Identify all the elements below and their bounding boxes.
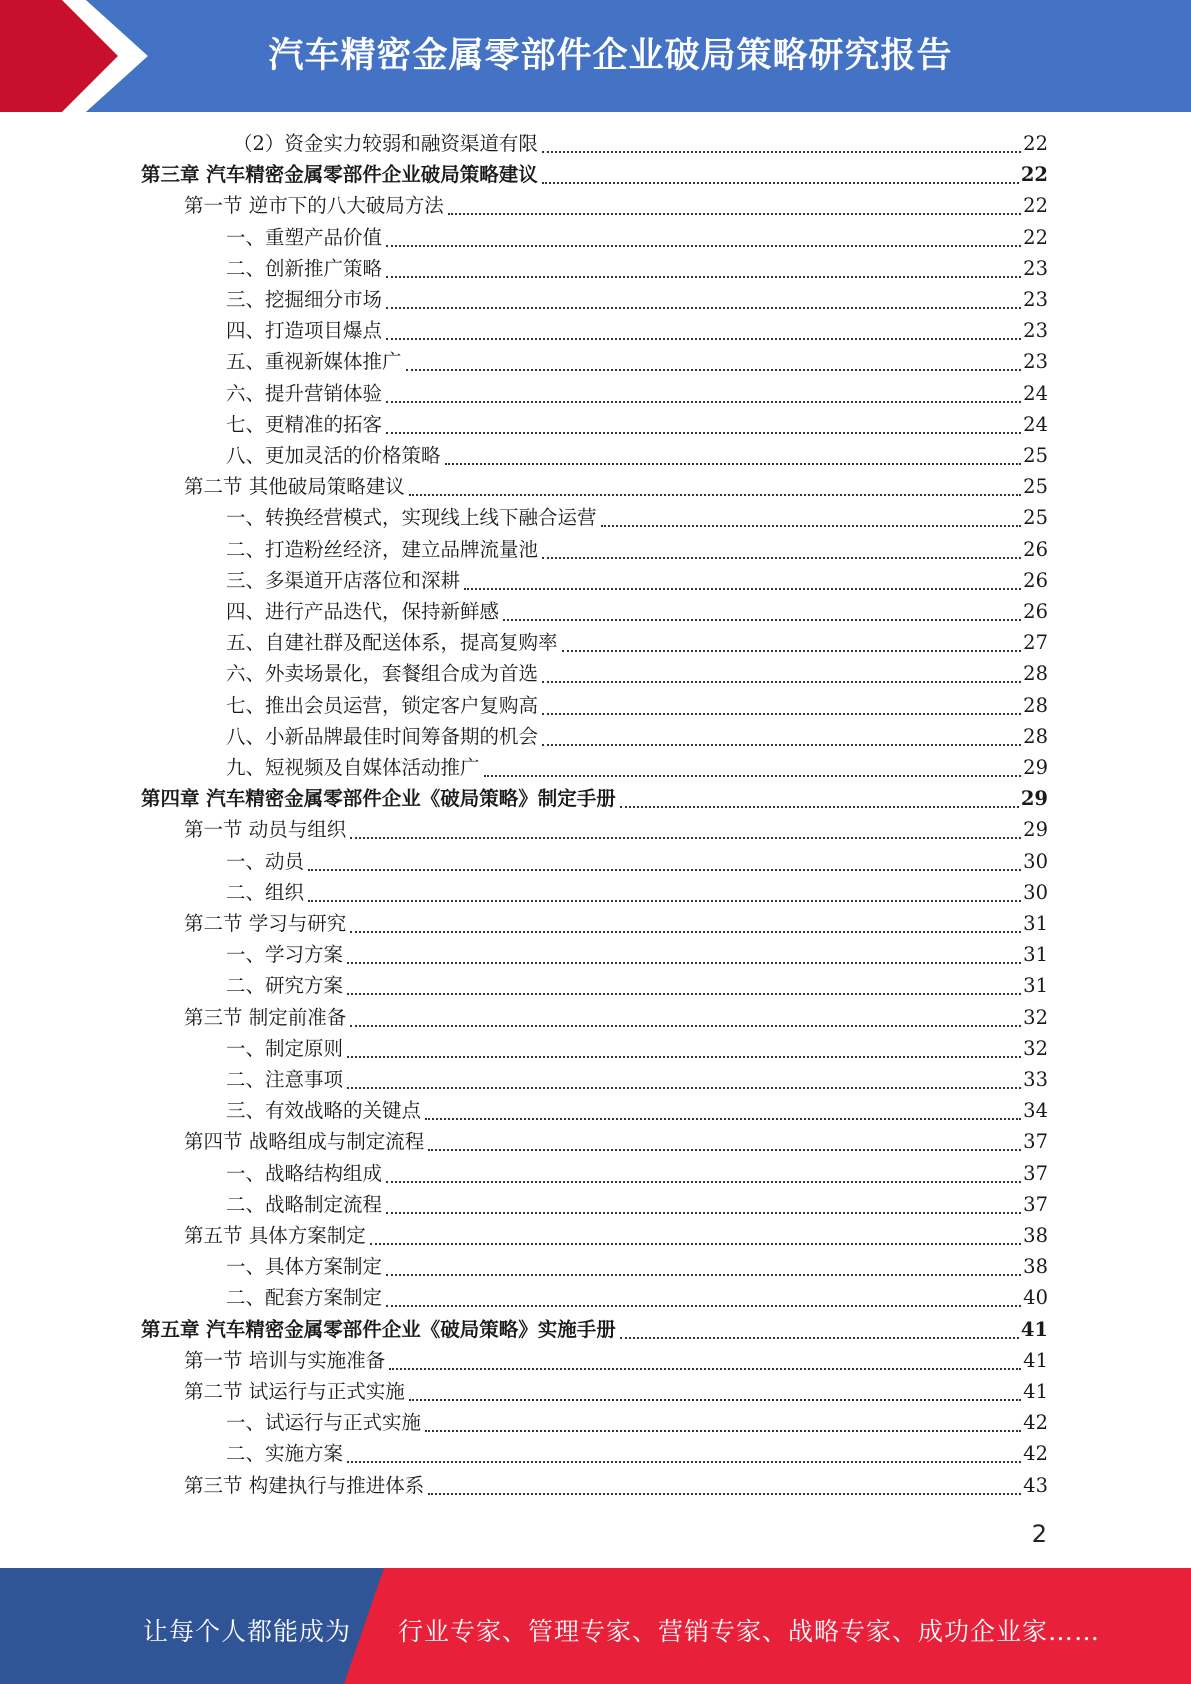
toc-entry-page: 29 — [1020, 787, 1048, 811]
toc-entry-page: 24 — [1023, 381, 1048, 405]
toc-entry-title: 二、创新推广策略 — [226, 256, 383, 280]
toc-entry-title: 八、小新品牌最佳时间筹备期的机会 — [226, 724, 539, 748]
toc-subsection-entry[interactable] — [226, 315, 1048, 346]
toc-entry-page: 31 — [1023, 943, 1048, 967]
toc-dot-leader — [347, 992, 1021, 995]
toc-entry-title: 第二节 学习与研究 — [184, 912, 347, 935]
toc-entry-page: 32 — [1023, 1005, 1048, 1029]
toc-dot-leader — [386, 1273, 1021, 1276]
toc-subsection-entry[interactable] — [226, 939, 1048, 970]
toc-chapter-entry[interactable] — [141, 1314, 1048, 1345]
footer-slogan-left: 让每个人都能成为 — [143, 1617, 352, 1646]
toc-dot-leader — [503, 618, 1021, 621]
toc-entry-title: 一、动员 — [226, 849, 305, 873]
toc-subsection-entry[interactable] — [226, 346, 1048, 377]
toc-entry-page: 25 — [1023, 475, 1048, 499]
toc-entry-title: 一、试运行与正式实施 — [226, 1411, 422, 1435]
toc-subsection-entry[interactable] — [226, 1438, 1048, 1469]
toc-section-entry[interactable] — [184, 1002, 1048, 1033]
toc-entry-title: 二、研究方案 — [226, 974, 344, 998]
toc-entry-title: 八、更加灵活的价格策略 — [226, 444, 441, 467]
toc-dot-leader — [409, 493, 1021, 496]
page-footer — [0, 1568, 1191, 1684]
toc-entry-page: 40 — [1023, 1286, 1048, 1310]
toc-entry-title: 一、学习方案 — [226, 943, 344, 967]
toc-entry-page: 29 — [1023, 818, 1048, 842]
toc-subsection-entry[interactable] — [226, 253, 1048, 284]
toc-entry-page: 32 — [1023, 1036, 1048, 1060]
toc-entry-page: 31 — [1023, 912, 1048, 935]
toc-dot-leader — [448, 212, 1021, 215]
toc-entry-title: 第二节 试运行与正式实施 — [184, 1380, 405, 1403]
toc-entry-page: 26 — [1023, 568, 1048, 592]
toc-subsection-entry[interactable] — [226, 502, 1048, 533]
toc-subsection-entry[interactable] — [226, 534, 1048, 565]
toc-subsection-entry[interactable] — [226, 1064, 1048, 1095]
page-number: 2 — [1031, 1520, 1047, 1548]
toc-entry-title: 第四章 汽车精密金属零部件企业《破局策略》制定手册 — [141, 787, 616, 811]
toc-entry-title: 二、注意事项 — [226, 1068, 344, 1091]
toc-section-entry[interactable] — [184, 908, 1048, 939]
toc-entry-title: 四、进行产品迭代，保持新鲜感 — [226, 600, 500, 623]
toc-entry-page: 22 — [1023, 225, 1048, 249]
toc-dot-leader — [386, 431, 1021, 434]
toc-entry-title: 第二节 其他破局策略建议 — [184, 475, 405, 499]
toc-dot-leader — [389, 1367, 1021, 1370]
toc-entry-title: 三、多渠道开店落位和深耕 — [226, 568, 461, 592]
toc-entry-page: 23 — [1023, 350, 1048, 374]
toc-entry-page: 41 — [1023, 1380, 1048, 1403]
toc-dot-leader — [428, 1148, 1021, 1151]
toc-entry-title: 一、具体方案制定 — [226, 1255, 383, 1279]
toc-dot-leader — [406, 368, 1022, 371]
toc-subsection-entry[interactable] — [226, 877, 1048, 908]
toc-entry-page: 28 — [1023, 724, 1048, 748]
toc-entry-page: 22 — [1023, 132, 1048, 155]
toc-dot-leader — [484, 774, 1022, 777]
toc-entry-title: 七、推出会员运营，锁定客户复购高 — [226, 693, 539, 717]
toc-entry-title: 六、外卖场景化，套餐组合成为首选 — [226, 662, 539, 686]
toc-dot-leader — [347, 1086, 1021, 1089]
toc-entry-title: 二、打造粉丝经济，建立品牌流量池 — [226, 537, 539, 561]
toc-section-entry[interactable] — [184, 1470, 1048, 1501]
toc-entry-page: 33 — [1023, 1068, 1048, 1091]
toc-subsection-entry[interactable] — [226, 1033, 1048, 1064]
toc-dot-leader — [386, 275, 1021, 278]
toc-entry-title: 第三节 构建执行与推进体系 — [184, 1473, 425, 1497]
toc-subsection-entry[interactable] — [226, 565, 1048, 596]
toc-subsection-entry[interactable] — [226, 627, 1048, 658]
toc-entry-page: 31 — [1023, 974, 1048, 998]
toc-dot-leader — [347, 1460, 1021, 1463]
toc-entry-title: 二、配套方案制定 — [226, 1286, 383, 1310]
toc-dot-leader — [350, 930, 1021, 933]
toc-entry-title: （2）资金实力较弱和融资渠道有限 — [233, 132, 538, 155]
toc-entry-title: 二、战略制定流程 — [226, 1192, 383, 1216]
toc-entry-page: 27 — [1023, 631, 1048, 655]
toc-entry-page: 22 — [1020, 163, 1048, 187]
toc-dot-leader — [386, 1180, 1021, 1183]
toc-dot-leader — [409, 1398, 1021, 1401]
toc-dot-leader — [562, 649, 1022, 652]
toc-entry-page: 38 — [1023, 1255, 1048, 1279]
toc-dot-leader — [386, 1304, 1021, 1307]
toc-section-entry[interactable] — [184, 1126, 1048, 1157]
toc-dot-leader — [350, 836, 1021, 839]
toc-dot-leader — [370, 1242, 1021, 1245]
toc-entry-title: 三、挖掘细分市场 — [226, 288, 383, 311]
toc-entry-title: 第一节 动员与组织 — [184, 818, 347, 842]
toc-dot-leader — [428, 1492, 1021, 1495]
toc-entry-page: 37 — [1023, 1161, 1048, 1185]
toc-entry-title: 三、有效战略的关键点 — [226, 1099, 422, 1123]
toc-dot-leader — [542, 712, 1021, 715]
toc-subsection-entry[interactable] — [226, 1095, 1048, 1126]
toc-entry-page: 29 — [1023, 756, 1048, 779]
toc-entry-title: 四、打造项目爆点 — [226, 319, 383, 343]
toc-subsection-entry[interactable] — [226, 721, 1048, 752]
toc-dot-leader — [425, 1117, 1021, 1120]
toc-subsection-entry[interactable] — [226, 970, 1048, 1001]
toc-entry-page: 38 — [1023, 1224, 1048, 1247]
toc-entry-title: 一、转换经营模式，实现线上线下融合运营 — [226, 506, 597, 530]
toc-entry-title: 一、战略结构组成 — [226, 1161, 383, 1185]
toc-entry-page: 26 — [1023, 600, 1048, 623]
toc-subsection-entry[interactable] — [226, 1282, 1048, 1313]
toc-entry-page: 41 — [1023, 1348, 1048, 1372]
toc-entry-page: 23 — [1023, 288, 1048, 311]
toc-subsection-entry[interactable] — [226, 222, 1048, 253]
toc-dot-leader — [425, 1429, 1021, 1432]
toc-entry-page: 30 — [1023, 880, 1048, 904]
toc-section-entry[interactable] — [184, 814, 1048, 845]
toc-dot-leader — [542, 181, 1019, 184]
toc-entry-title: 第五节 具体方案制定 — [184, 1224, 366, 1247]
toc-entry-title: 七、更精准的拓客 — [226, 412, 383, 436]
toc-entry-page: 25 — [1023, 444, 1048, 467]
toc-subsection-entry[interactable] — [226, 690, 1048, 721]
toc-entry-title: 一、重塑产品价值 — [226, 225, 383, 249]
toc-dot-leader — [464, 587, 1021, 590]
toc-entry-page: 28 — [1023, 662, 1048, 686]
toc-entry-page: 42 — [1023, 1442, 1048, 1466]
toc-dot-leader — [347, 961, 1021, 964]
toc-entry-title: 第三章 汽车精密金属零部件企业破局策略建议 — [141, 163, 538, 187]
toc-dot-leader — [347, 1055, 1021, 1058]
toc-subsection-entry[interactable] — [226, 1189, 1048, 1220]
toc-chapter-entry[interactable] — [141, 159, 1048, 190]
toc-entry-title: 第五章 汽车精密金属零部件企业《破局策略》实施手册 — [141, 1317, 616, 1341]
toc-section-entry[interactable] — [184, 1345, 1048, 1376]
toc-entry-page: 34 — [1023, 1099, 1048, 1123]
toc-section-entry[interactable] — [184, 1220, 1048, 1251]
toc-dot-leader — [350, 1024, 1021, 1027]
toc-dot-leader — [620, 1336, 1019, 1339]
toc-dot-leader — [601, 524, 1022, 527]
toc-subsection-entry[interactable] — [226, 1407, 1048, 1438]
toc-dot-leader — [386, 306, 1021, 309]
toc-entry-title: 五、重视新媒体推广 — [226, 350, 402, 374]
toc-subsection-entry[interactable] — [226, 596, 1048, 627]
toc-dot-leader — [386, 1211, 1021, 1214]
toc-entry-title: 第一节 逆市下的八大破局方法 — [184, 194, 444, 218]
toc-entry-page: 41 — [1020, 1317, 1048, 1341]
toc-section-entry[interactable] — [184, 1376, 1048, 1407]
toc-entry-page: 37 — [1023, 1192, 1048, 1216]
toc-dot-leader — [445, 462, 1022, 465]
toc-subsection-entry[interactable] — [226, 658, 1048, 689]
toc-entry-title: 九、短视频及自媒体活动推广 — [226, 756, 480, 779]
toc-dot-leader — [386, 337, 1021, 340]
page-header — [0, 0, 1191, 112]
toc-entry-page: 23 — [1023, 256, 1048, 280]
toc-entry-page: 42 — [1023, 1411, 1048, 1435]
toc-chapter-entry[interactable] — [141, 783, 1048, 814]
toc-dot-leader — [542, 150, 1021, 153]
toc-entry-page: 37 — [1023, 1130, 1048, 1154]
toc-dot-leader — [308, 868, 1021, 871]
toc-entry-title: 第四节 战略组成与制定流程 — [184, 1130, 425, 1154]
toc-subsection-entry[interactable] — [226, 846, 1048, 877]
toc-entry-page: 43 — [1023, 1473, 1048, 1497]
toc-section-entry[interactable] — [184, 471, 1048, 502]
toc-entry-title: 五、自建社群及配送体系，提高复购率 — [226, 631, 558, 655]
toc-entry-page: 24 — [1023, 412, 1048, 436]
toc-entry-title: 二、实施方案 — [226, 1442, 344, 1466]
toc-entry-title: 六、提升营销体验 — [226, 381, 383, 405]
report-title: 汽车精密金属零部件企业破局策略研究报告 — [268, 36, 953, 76]
toc-dot-leader — [542, 743, 1021, 746]
toc-dot-leader — [386, 400, 1021, 403]
toc-subsection-entry[interactable] — [226, 378, 1048, 409]
toc-entry-title: 一、制定原则 — [226, 1036, 344, 1060]
toc-subsection-entry[interactable] — [233, 128, 1048, 159]
toc-entry-page: 25 — [1023, 506, 1048, 530]
toc-subsection-entry[interactable] — [226, 284, 1048, 315]
toc-entry-page: 28 — [1023, 693, 1048, 717]
toc-subsection-entry[interactable] — [226, 440, 1048, 471]
footer-slogan-right: 行业专家、管理专家、营销专家、战略专家、成功企业家…… — [398, 1617, 1101, 1646]
toc-dot-leader — [542, 556, 1021, 559]
toc-dot-leader — [308, 899, 1021, 902]
toc-entry-page: 30 — [1023, 849, 1048, 873]
toc-entry-page: 26 — [1023, 537, 1048, 561]
toc-section-entry[interactable] — [184, 190, 1048, 221]
toc-entry-title: 第一节 培训与实施准备 — [184, 1348, 386, 1372]
toc-entry-title: 二、组织 — [226, 880, 305, 904]
toc-entry-page: 22 — [1023, 194, 1048, 218]
toc-subsection-entry[interactable] — [226, 1158, 1048, 1189]
toc-subsection-entry[interactable] — [226, 409, 1048, 440]
toc-entry-title: 第三节 制定前准备 — [184, 1005, 347, 1029]
toc-subsection-entry[interactable] — [226, 752, 1048, 783]
toc-dot-leader — [386, 244, 1021, 247]
toc-entry-page: 23 — [1023, 319, 1048, 343]
toc-dot-leader — [620, 805, 1019, 808]
toc-subsection-entry[interactable] — [226, 1251, 1048, 1282]
toc-dot-leader — [542, 680, 1021, 683]
